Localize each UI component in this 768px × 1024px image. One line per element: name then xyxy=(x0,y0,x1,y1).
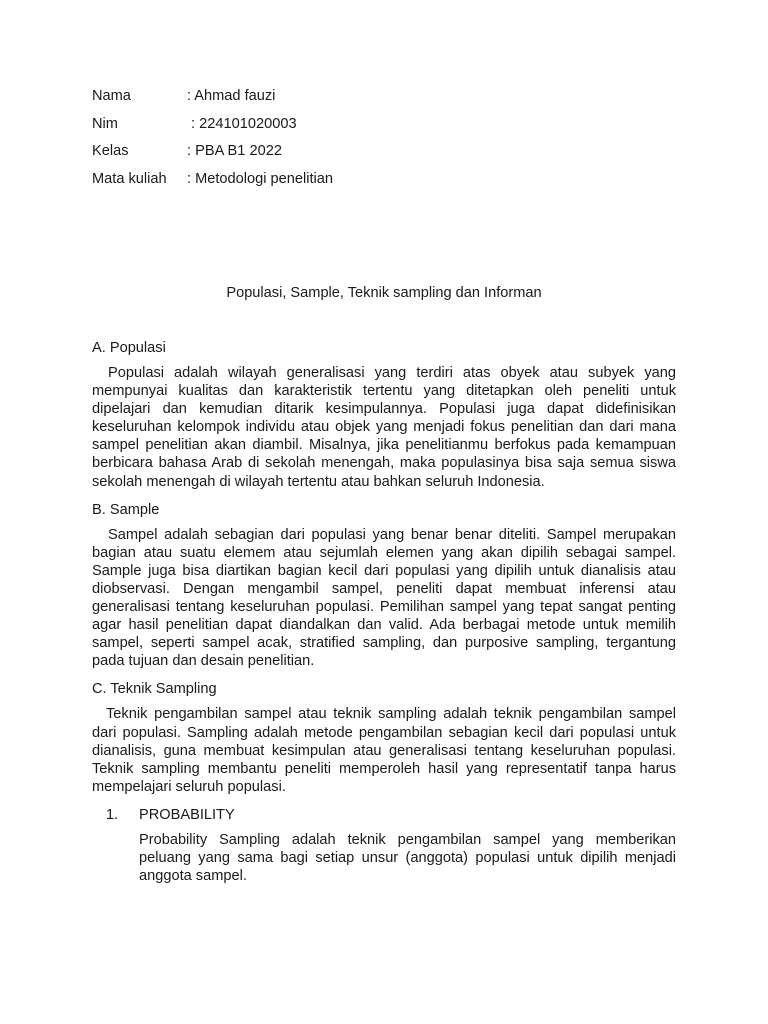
info-label: Nim xyxy=(92,115,118,132)
list-item-label: PROBABILITY xyxy=(139,806,235,823)
info-value: : Ahmad fauzi xyxy=(187,88,276,104)
student-info xyxy=(92,86,333,196)
list-item xyxy=(92,805,676,825)
info-label: Nama xyxy=(92,88,131,104)
section-paragraph-sample: Sampel adalah sebagian dari populasi yang benar benar diteliti. Sampel merupakan bagian atau suatu elemem atau sejumlah elemen yang akan dipilih sebagai sampel. Sample juga bisa diartikan bagian kecil dari populasi yang dipilih untuk dianalisis atau diobservasi. Dengan mengambil sampel, peneliti dapat membuat inferensi atau generalisasi tentang keseluruhan populasi. Pemilihan sampel yang tepat sangat penting agar hasil penelitian dapat diandalkan dan valid. Ada berbagai metode untuk memilih sampel, seperti sampel acak, stratified sampling, dan purposive sampling, tergantung pada tujuan dan desain penelitian. xyxy=(92,526,676,670)
section-heading-sample: B. Sample xyxy=(92,501,160,518)
document-body xyxy=(92,338,676,885)
info-label: Mata kuliah xyxy=(92,170,167,187)
section-paragraph-teknik-sampling: Teknik pengambilan sampel atau teknik sampling adalah teknik pengambilan sampel dari populasi. Sampling adalah metode pengambilan sebagian kecil dari populasi untuk dianalisis, guna membuat kesimpulan atau generalisasi tentang keseluruhan populasi. Teknik sampling membantu peneliti memperoleh hasil yang representatif tanpa harus mempelajari seluruh populasi. xyxy=(92,706,676,795)
info-value: : 224101020003 xyxy=(187,115,297,132)
list-item-paragraph: Probability Sampling adalah teknik pengambilan sampel yang memberikan peluang yang sama bagi setiap unsur (anggota) populasi untuk dipilih menjadi anggota sampel. xyxy=(139,831,676,885)
section-heading-populasi: A. Populasi xyxy=(92,340,166,356)
info-row-nama xyxy=(92,86,333,114)
info-label: Kelas xyxy=(92,143,129,159)
info-value: : Metodologi penelitian xyxy=(187,170,334,187)
info-row-mata-kuliah xyxy=(92,169,333,197)
section-paragraph-populasi: Populasi adalah wilayah generalisasi yang terdiri atas obyek atau subyek yang mempunyai kualitas dan karakteristik tertentu yang ditetapkan oleh peneliti untuk dipelajari dan kemudian ditarik kesimpulannya. Populasi juga dapat didefinisikan keseluruhan kelompok individu atau objek yang menjadi fokus penelitian dan dari mana sampel penelitian akan diambil. Misalnya, jika penelitianmu berfokus pada kemampuan berbicara bahasa Arab di sekolah menengah, maka populasinya bisa saja semua siswa sekolah menengah di wilayah tertentu atau bahkan seluruh Indonesia. xyxy=(92,365,676,490)
document-title: Populasi, Sample, Teknik sampling dan Informan xyxy=(226,285,542,301)
info-row-kelas xyxy=(92,141,333,169)
section-heading-teknik-sampling: C. Teknik Sampling xyxy=(92,681,217,698)
info-value: : PBA B1 2022 xyxy=(187,143,282,159)
list-item-number: 1. xyxy=(106,806,119,823)
info-row-nim xyxy=(92,114,333,142)
